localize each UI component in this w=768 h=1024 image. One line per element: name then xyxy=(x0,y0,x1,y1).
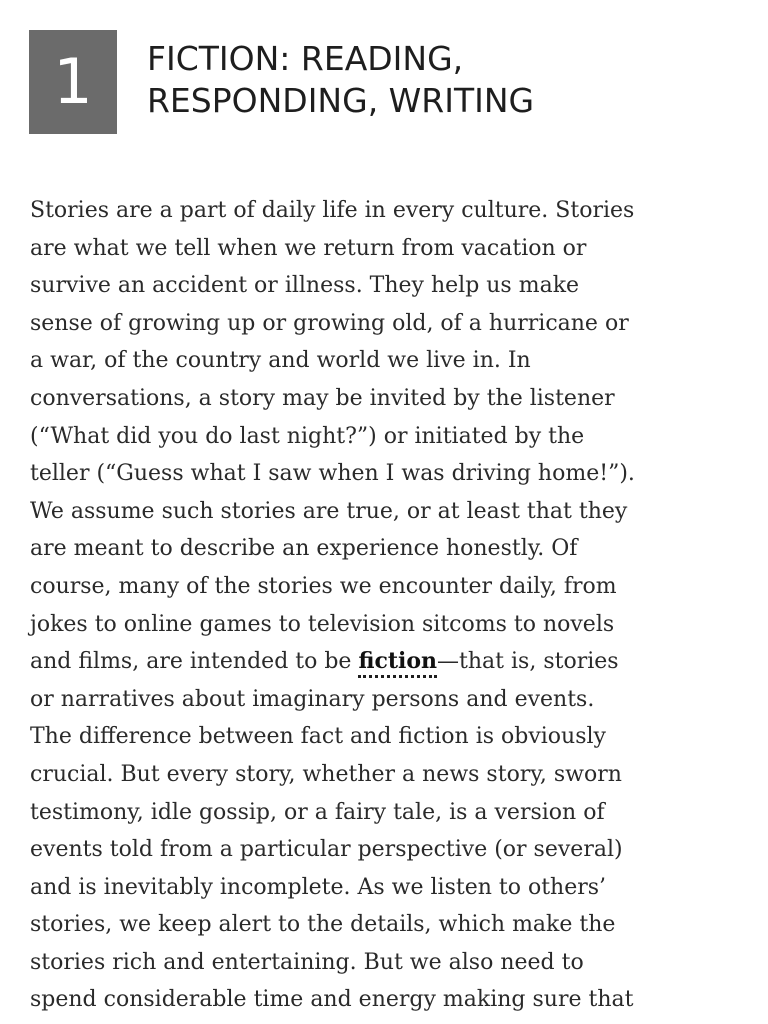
glossary-term-link[interactable]: fiction xyxy=(358,648,437,678)
body-paragraph xyxy=(30,192,742,1019)
chapter-number-badge xyxy=(29,30,117,134)
text-line: The difference between fact and fiction is obviously xyxy=(30,724,606,750)
chapter-title-line: RESPONDING, WRITING xyxy=(147,81,535,120)
text-line-with-key-term xyxy=(30,643,742,681)
text-line: events told from a particular perspective (or several) xyxy=(30,837,623,863)
text-line: are meant to describe an experience honestly. Of xyxy=(30,536,578,562)
text-line: We assume such stories are true, or at least that they xyxy=(30,498,628,524)
text-line: or narratives about imaginary persons and events. xyxy=(30,686,595,712)
chapter-number: 1 xyxy=(53,45,93,118)
text-line: stories, we keep alert to the details, which make the xyxy=(30,912,616,938)
text-line: a war, of the country and world we live in. In xyxy=(30,348,531,374)
text-line: and is inevitably incomplete. As we listen to others’ xyxy=(30,874,607,900)
text-line: Stories are a part of daily life in every culture. Stories xyxy=(30,198,635,223)
text-line: teller (“Guess what I saw when I was driving home!”). xyxy=(30,461,635,487)
text-line: crucial. But every story, whether a news story, sworn xyxy=(30,761,622,787)
text-segment: —that is, stories xyxy=(437,649,619,675)
text-line: (“What did you do last night?”) or initiated by the xyxy=(30,423,585,449)
text-line: spend considerable time and energy making sure that xyxy=(30,987,634,1013)
text-line: conversations, a story may be invited by the listener xyxy=(30,385,615,411)
text-line: stories rich and entertaining. But we also need to xyxy=(30,949,584,975)
text-line: survive an accident or illness. They help us make xyxy=(30,273,580,299)
chapter-header xyxy=(29,30,749,140)
text-segment: and films, are intended to be xyxy=(30,649,359,675)
text-line: are what we tell when we return from vacation or xyxy=(30,235,587,261)
text-line: course, many of the stories we encounter daily, from xyxy=(30,573,617,599)
text-line: jokes to online games to television sitcoms to novels xyxy=(30,611,615,637)
text-line: testimony, idle gossip, or a fairy tale, is a version of xyxy=(30,799,605,825)
chapter-title-line: FICTION: READING, xyxy=(147,39,464,78)
text-line: sense of growing up or growing old, of a hurricane or xyxy=(30,310,629,336)
chapter-title xyxy=(147,38,747,122)
